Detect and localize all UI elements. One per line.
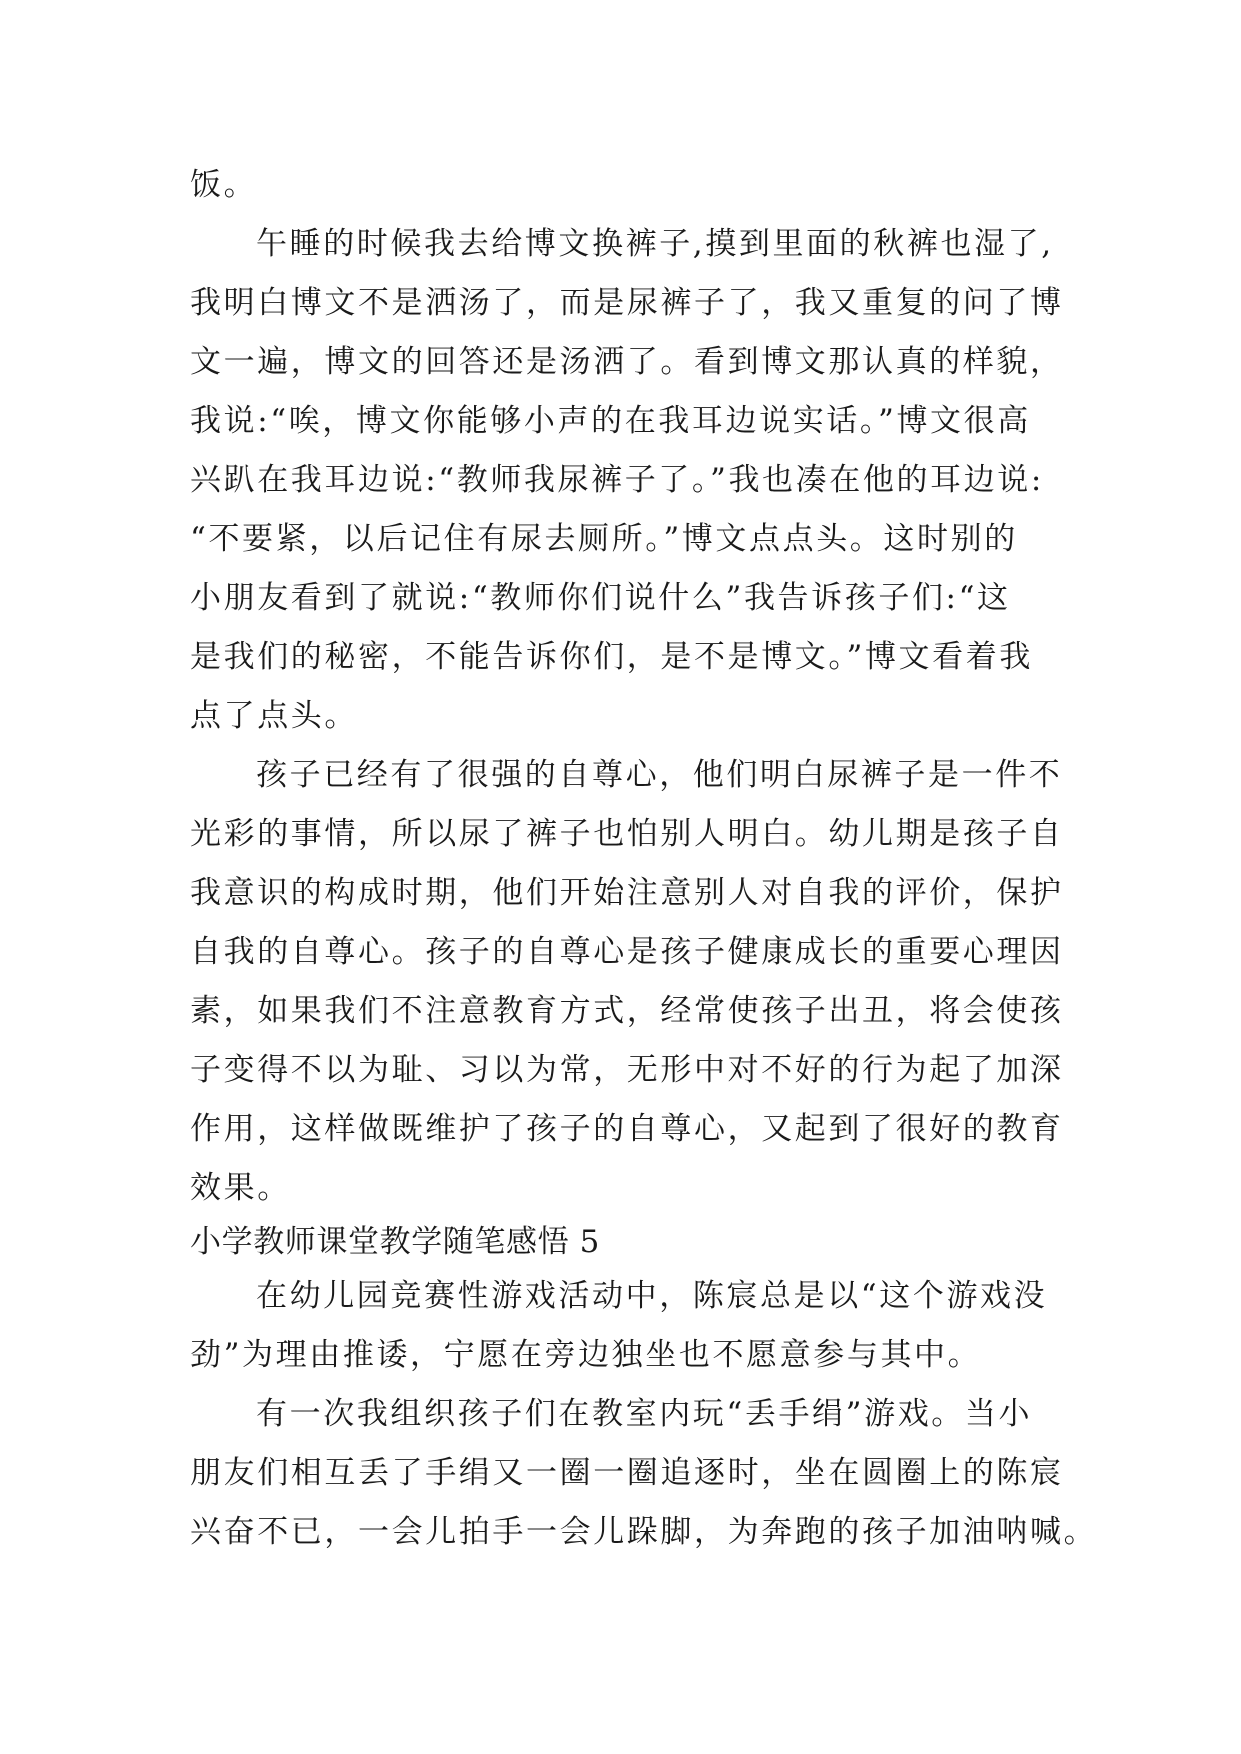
text-line: 作用，这样做既维护了孩子的自尊心，又起到了很好的教育 xyxy=(190,1111,1064,1147)
text-line: 劲”为理由推诿，宁愿在旁边独坐也不愿意参与其中。 xyxy=(190,1337,982,1373)
text-line: 我说:“唉，博文你能够小声的在我耳边说实话。”博文很高 xyxy=(190,403,1031,439)
text-line: 素，如果我们不注意教育方式，经常使孩子出丑，将会使孩 xyxy=(190,993,1064,1029)
text-line: 是我们的秘密，不能告诉你们，是不是博文。”博文看着我 xyxy=(190,639,1033,675)
text-line: 兴奋不已，一会儿拍手一会儿跺脚，为奔跑的孩子加油呐喊。 xyxy=(190,1514,1098,1550)
paragraph-start-line: 午睡的时候我去给博文换裤子,摸到里面的秋裤也湿了, xyxy=(256,226,1054,262)
text-line: “不要紧，以后记住有尿去厕所。”博文点点头。这时别的 xyxy=(190,521,1018,557)
text-line: 点了点头。 xyxy=(190,698,358,734)
text-line: 光彩的事情，所以尿了裤子也怕别人明白。幼儿期是孩子自 xyxy=(190,816,1064,852)
text-line: 子变得不以为耻、习以为常，无形中对不好的行为起了加深 xyxy=(190,1052,1064,1088)
text-line: 小朋友看到了就说:“教师你们说什么”我告诉孩子们:“这 xyxy=(190,580,1011,616)
text-line: 我意识的构成时期，他们开始注意别人对自我的评价，保护 xyxy=(190,875,1064,911)
text-line: 兴趴在我耳边说:“教师我尿裤子了。”我也凑在他的耳边说: xyxy=(190,462,1044,498)
paragraph-start-line: 孩子已经有了很强的自尊心，他们明白尿裤子是一件不 xyxy=(256,757,1063,793)
paragraph-start-line: 在幼儿园竞赛性游戏活动中，陈宸总是以“这个游戏没 xyxy=(256,1278,1048,1314)
text-line: 文一遍，博文的回答还是汤洒了。看到博文那认真的样貌， xyxy=(190,344,1064,380)
text-line: 我明白博文不是洒汤了，而是尿裤子了，我又重复的问了博 xyxy=(190,285,1064,321)
text-line: 自我的自尊心。孩子的自尊心是孩子健康成长的重要心理因 xyxy=(190,934,1064,970)
text-line: 朋友们相互丢了手绢又一圈一圈追逐时，坐在圆圈上的陈宸 xyxy=(190,1455,1064,1491)
text-line: 效果。 xyxy=(190,1170,291,1206)
text-line: 饭。 xyxy=(190,167,258,203)
paragraph-start-line: 有一次我组织孩子们在教室内玩“丢手绢”游戏。当小 xyxy=(256,1396,1033,1432)
section-heading: 小学教师课堂教学随笔感悟 5 xyxy=(190,1224,600,1260)
